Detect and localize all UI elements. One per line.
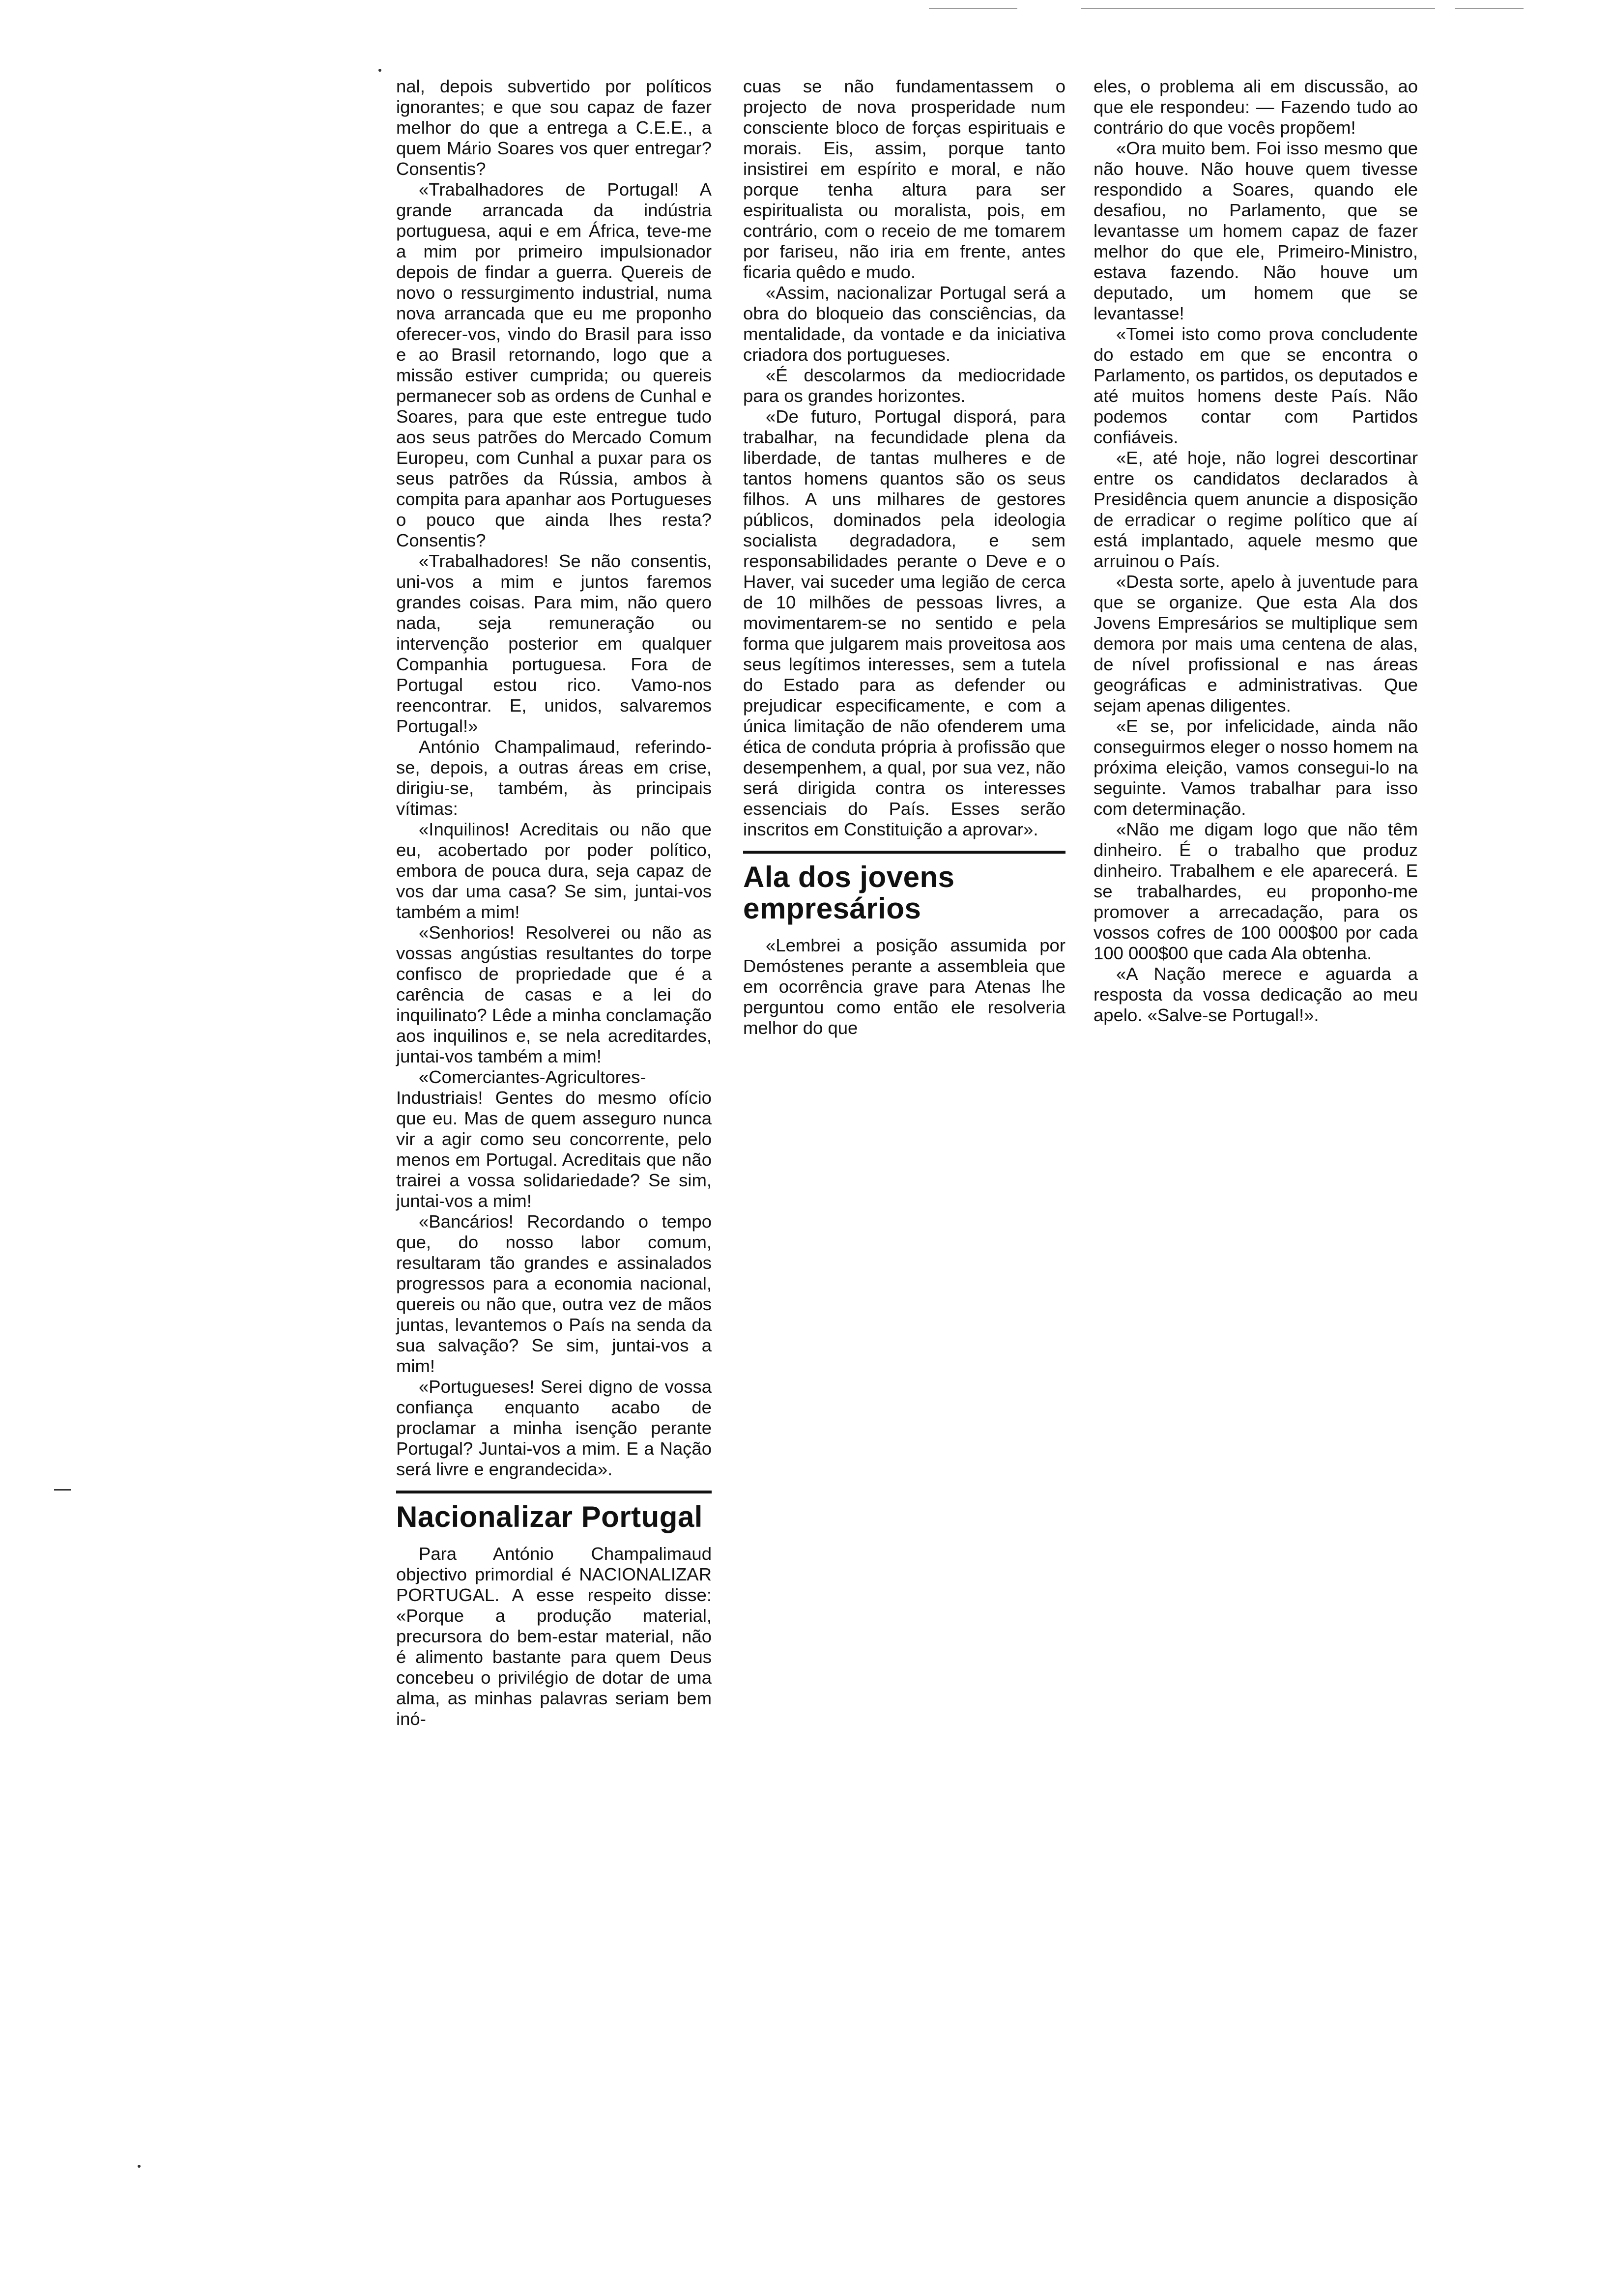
paragraph: António Champalimaud, referindo-se, depois, a outras áreas em crise, dirigiu-se, também, às principais vítimas: xyxy=(396,737,712,819)
scan-edge-line xyxy=(929,8,1017,9)
section-rule xyxy=(743,851,1065,854)
scan-edge-line xyxy=(1455,8,1524,9)
paragraph: eles, o problema ali em discussão, ao que ele respondeu: — Fazendo tudo ao contrário do que vocês propõem! xyxy=(1094,76,1418,138)
paragraph: «Não me digam logo que não têm dinheiro. É o trabalho que produz dinheiro. Trabalhem e ele aparecerá. E se trabalhardes, eu proponho-me promover a arrecadação, para os vossos cofres de 100 000$00 por cada 100 000$00 que cada Ala obtenha. xyxy=(1094,819,1418,963)
paragraph: «É descolarmos da mediocridade para os grandes horizontes. xyxy=(743,365,1065,406)
article-column-1 xyxy=(396,76,712,1729)
paragraph: «Portugueses! Serei digno de vossa confiança enquanto acabo de proclamar a minha isenção perante Portugal? Juntai-vos a mim. E a Nação será livre e engrandecida». xyxy=(396,1377,712,1479)
paragraph: Para António Champalimaud objectivo primordial é NACIONALIZAR PORTUGAL. A esse respeito disse: «Porque a produção material, precursora do bem-estar material, não é alimento bastante para quem Deus concebeu o privilégio de dotar de uma alma, as minhas palavras seriam bem inó- xyxy=(396,1544,712,1729)
section-rule xyxy=(396,1491,712,1493)
paragraph: «Trabalhadores de Portugal! A grande arrancada da indústria portuguesa, aqui e em África, teve-me a mim por primeiro impulsionador depois de findar a guerra. Quereis de novo o ressurgimento industrial, numa nova arrancada que eu me proponho oferecer-vos, vindo do Brasil para isso e ao Brasil retornando, logo que a missão estiver cumprida; ou quereis permanecer sob as ordens de Cunhal e Soares, para que este entregue tudo aos seus patrões do Mercado Comum Europeu, com Cunhal a puxar para os seus patrões da Rússia, ambos à compita para apanhar aos Portugueses o pouco que ainda lhes resta? Consentis? xyxy=(396,179,712,550)
paragraph: «E, até hoje, não logrei descortinar entre os candidatos declarados à Presidência quem anuncie a disposição de erradicar o regime político que aí está implantado, aquele mesmo que arruinou o País. xyxy=(1094,448,1418,571)
paragraph: «E se, por infelicidade, ainda não conseguirmos eleger o nosso homem na próxima eleição, vamos consegui-lo na seguinte. Vamos trabalhar para isso com determinação. xyxy=(1094,716,1418,819)
paragraph: «Senhorios! Resolverei ou não as vossas angústias resultantes do torpe confisco de propriedade que é a carência de casas e a lei do inquilinato? Lêde a minha conclamação aos inquilinos e, se nela acreditardes, juntai-vos também a mim! xyxy=(396,922,712,1066)
paragraph: «Desta sorte, apelo à juventude para que se organize. Que esta Ala dos Jovens Empresários se multiplique sem demora por mais uma centena de alas, de nível profissional e nas áreas geográficas e administrativas. Que sejam apenas diligentes. xyxy=(1094,572,1418,716)
scan-speck xyxy=(138,2165,141,2168)
paragraph: «De futuro, Portugal disporá, para trabalhar, na fecundidade plena da liberdade, de tantas mulheres e de tantos homens quantos são os seus filhos. A uns milhares de gestores públicos, dominados pela ideologia socialista degradadora, e sem responsabilidades perante o Deve e o Haver, vai suceder uma legião de cerca de 10 milhões de pessoas livres, a movimentarem-se no sentido e pela forma que julgarem mais proveitosa aos seus legítimos interesses, sem a tutela do Estado para as defender ou prejudicar especificamente, e com a única limitação de não ofenderem uma ética de conduta própria à profissão que desempenhem, a qual, por sua vez, não será dirigida contra os interesses essenciais do País. Esses serão inscritos em Constituição a aprovar». xyxy=(743,406,1065,839)
section-heading: Ala dos jovens empresários xyxy=(743,861,955,925)
scan-speck xyxy=(378,69,381,72)
paragraph: «Tomei isto como prova concludente do estado em que se encontra o Parlamento, os partidos, os deputados e até muitos homens deste País. Não podemos contar com Partidos confiáveis. xyxy=(1094,324,1418,447)
paragraph: «A Nação merece e aguarda a resposta da vossa dedicação ao meu apelo. «Salve-se Portugal!». xyxy=(1094,964,1418,1025)
paragraph: «Inquilinos! Acreditais ou não que eu, acobertado por poder político, embora de pouca dura, seja capaz de vos dar uma casa? Se sim, juntai-vos também a mim! xyxy=(396,819,712,922)
paragraph: «Comerciantes-Agricultores-Industriais! Gentes do mesmo ofício que eu. Mas de quem asseguro nunca vir a agir como seu concorrente, pelo menos em Portugal. Acreditais que não trairei a vossa solidariedade? Se sim, juntai-vos a mim! xyxy=(396,1067,712,1211)
paragraph: «Bancários! Recordando o tempo que, do nosso labor comum, resultaram tão grandes e assinalados progressos para a economia nacional, quereis ou não que, outra vez de mãos juntas, levantemos o País na senda da sua salvação? Se sim, juntai-vos a mim! xyxy=(396,1211,712,1376)
section-heading: Nacionalizar Portugal xyxy=(396,1500,703,1533)
paragraph: «Lembrei a posição assumida por Demóstenes perante a assembleia que em ocorrência grave para Atenas lhe perguntou como então ele resolveria melhor do que xyxy=(743,935,1065,1038)
paragraph: cuas se não fundamentassem o projecto de nova prosperidade num consciente bloco de forças espirituais e morais. Eis, assim, porque tanto insistirei em espírito e moral, e não porque tenha altura para ser espiritualista ou moralista, pois, em contrário, com o receio de me tomarem por fariseu, não iria em frente, antes ficaria quêdo e mudo. xyxy=(743,76,1065,282)
paragraph: nal, depois subvertido por políticos ignorantes; e que sou capaz de fazer melhor do que a entrega a C.E.E., a quem Mário Soares vos quer entregar? Consentis? xyxy=(396,76,712,179)
scan-speck xyxy=(54,1489,71,1491)
paragraph: «Assim, nacionalizar Portugal será a obra do bloqueio das consciências, da mentalidade, da vontade e da iniciativa criadora dos portugueses. xyxy=(743,283,1065,365)
article-column-3 xyxy=(1094,76,1418,1026)
scan-edge-line xyxy=(1081,8,1435,9)
paragraph: «Ora muito bem. Foi isso mesmo que não houve. Não houve quem tivesse respondido a Soares, quando ele desafiou, no Parlamento, que se levantasse um homem capaz de fazer melhor do que ele, Primeiro-Ministro, estava fazendo. Não houve um deputado, um homem que se levantasse! xyxy=(1094,138,1418,323)
paragraph: «Trabalhadores! Se não consentis, uni-vos a mim e juntos faremos grandes coisas. Para mim, não quero nada, seja remuneração ou intervenção posterior em qualquer Companhia portuguesa. Fora de Portugal estou rico. Vamo-nos reencontrar. E, unidos, salvaremos Portugal!» xyxy=(396,551,712,736)
article-column-2 xyxy=(743,76,1065,1038)
